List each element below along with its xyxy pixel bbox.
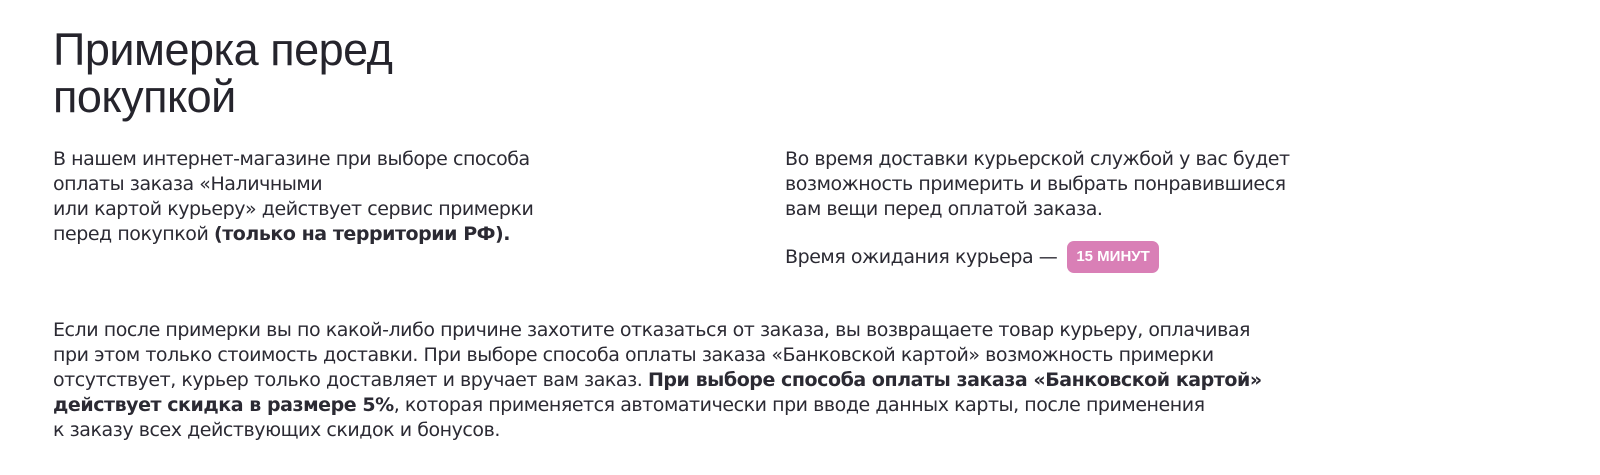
intro-paragraph-right [785,147,1290,222]
outro-line-3 [53,368,1262,393]
intro-right-line-1: Во время доставки курьерской службой у вас будет [785,148,1290,170]
card-payment-discount-heading: При выборе способа оплаты заказа «Банковской картой» [647,369,1262,391]
outro-line-5: к заказу всех действующих скидок и бонусов. [53,419,500,441]
outro-line-3-text: отсутствует, курьер только доставляет и вручает вам заказ. [53,369,648,391]
courier-wait-label: Время ожидания курьера — [785,246,1058,268]
courier-wait-time [785,241,1159,273]
intro-left-line-3: или картой курьеру» действует сервис примерки [53,198,534,220]
outro-line-4 [53,393,1262,418]
outro-line-4-text: , которая применяется автоматически при вводе данных карты, после применения [393,394,1205,416]
intro-right-line-2: возможность примерить и выбрать понравившиеся [785,173,1286,195]
return-policy-paragraph [53,318,1262,443]
wait-time-badge: 15 МИНУТ [1067,241,1158,273]
intro-right-line-3: вам вещи перед оплатой заказа. [785,198,1103,220]
outro-line-2: при этом только стоимость доставки. При выборе способа оплаты заказа «Банковской картой» возможность примерки [53,344,1214,366]
discount-amount: действует скидка в размере 5% [53,394,394,416]
page-title-line-1: Примерка перед [53,24,393,75]
intro-left-line-2: оплаты заказа «Наличными [53,173,323,195]
intro-left-line-4-text: перед покупкой [53,223,214,245]
intro-left-line-4 [53,222,533,247]
outro-line-1: Если после примерки вы по какой-либо причине захотите отказаться от заказа, вы возвращаете товар курьеру, оплачивая [53,319,1250,341]
intro-paragraph-left [53,147,533,247]
page-title [53,26,392,120]
page-title-line-2: покупкой [53,71,236,122]
territory-note: (только на территории РФ). [213,223,511,245]
intro-left-line-1: В нашем интернет-магазине при выборе способа [53,148,530,170]
